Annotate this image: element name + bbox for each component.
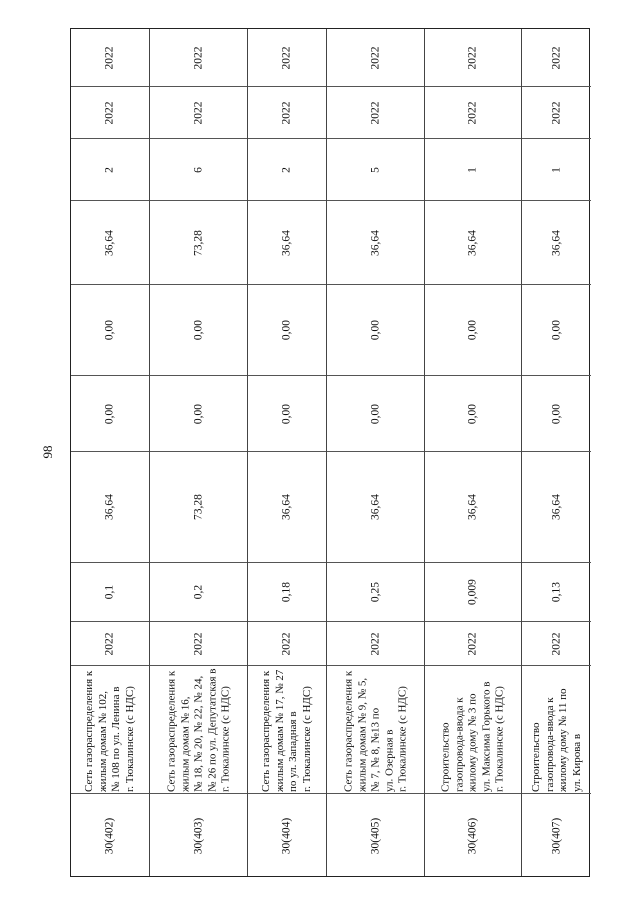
cell-text-y-start: 2022 — [466, 101, 479, 124]
cell-text-v4: 36,64 — [549, 229, 562, 256]
cell-name — [248, 666, 326, 794]
cell-text-v4: 36,64 — [466, 229, 479, 256]
cell-text-v1: 73,28 — [191, 494, 204, 520]
cell-text-v1: 36,64 — [466, 494, 479, 520]
cell-text-name: Сеть газораспределения к жилым домам № 17, № 27 по ул. Западная в г. Тюкалинске (с НДС) — [260, 669, 313, 792]
cell-y-start — [71, 87, 149, 139]
table-row — [522, 29, 591, 876]
cell-v2 — [248, 376, 326, 452]
cell-v2 — [425, 376, 521, 452]
cell-y-end — [327, 29, 424, 87]
cell-v3 — [248, 285, 326, 376]
cell-text-y-end: 2022 — [191, 46, 204, 69]
cell-text-code: 30(404) — [280, 817, 293, 855]
cell-year — [248, 622, 326, 666]
cell-year — [425, 622, 521, 666]
cell-text-count: 1 — [466, 166, 479, 173]
cell-v4 — [327, 201, 424, 285]
cell-code — [150, 794, 247, 878]
cell-name — [425, 666, 521, 794]
cell-y-start — [425, 87, 521, 139]
cell-text-v4: 36,64 — [280, 229, 293, 256]
page-number-text: 98 — [40, 445, 55, 459]
cell-v2 — [327, 376, 424, 452]
cell-text-year: 2022 — [280, 632, 293, 655]
cell-text-v1: 36,64 — [103, 494, 116, 520]
cell-text-v1: 36,64 — [368, 494, 381, 520]
cell-text-name: Строительство газопровода-ввода к жилому дому № 3 по ул. Максима Горького в г. Тюкалинске (с НДС) — [439, 681, 506, 792]
cell-text-count: 2 — [103, 166, 116, 173]
cell-count — [522, 139, 591, 201]
cell-text-y-end: 2022 — [368, 46, 381, 69]
data-table — [70, 28, 590, 877]
cell-v2 — [150, 376, 247, 452]
cell-text-v2: 0,00 — [549, 403, 562, 424]
cell-name — [150, 666, 247, 794]
cell-name — [522, 666, 591, 794]
cell-text-y-start: 2022 — [103, 101, 116, 124]
cell-y-end — [150, 29, 247, 87]
cell-y-start — [248, 87, 326, 139]
cell-text-count: 2 — [280, 166, 293, 173]
cell-text-v4: 36,64 — [368, 229, 381, 256]
cell-y-start — [150, 87, 247, 139]
cell-text-name: Сеть газораспределения к жилым домам № 102, № 108 по ул. Ленина в г. Тюкалинске (с НДС) — [83, 670, 136, 792]
cell-text-length: 0,25 — [368, 581, 381, 603]
cell-v3 — [327, 285, 424, 376]
cell-v1 — [425, 452, 521, 563]
cell-text-year: 2022 — [191, 632, 204, 655]
table-row — [425, 29, 522, 876]
cell-year — [150, 622, 247, 666]
cell-text-v3: 0,00 — [466, 319, 479, 341]
cell-y-start — [327, 87, 424, 139]
cell-code — [425, 794, 521, 878]
cell-v3 — [522, 285, 591, 376]
cell-name — [327, 666, 424, 794]
cell-text-v3: 0,00 — [549, 319, 562, 341]
cell-text-v4: 36,64 — [103, 229, 116, 256]
cell-year — [522, 622, 591, 666]
cell-text-code: 30(403) — [191, 817, 204, 855]
cell-text-year: 2022 — [103, 632, 116, 655]
cell-text-y-end: 2022 — [280, 46, 293, 69]
cell-text-code: 30(405) — [368, 817, 381, 855]
cell-v2 — [71, 376, 149, 452]
cell-v4 — [71, 201, 149, 285]
cell-v1 — [327, 452, 424, 563]
cell-text-length: 0,1 — [103, 584, 116, 600]
cell-text-v3: 0,00 — [103, 319, 116, 341]
cell-text-count: 5 — [368, 166, 381, 173]
cell-text-length: 0,18 — [280, 581, 293, 603]
table-row — [150, 29, 248, 876]
cell-text-year: 2022 — [466, 632, 479, 655]
cell-count — [248, 139, 326, 201]
cell-text-y-end: 2022 — [549, 46, 562, 69]
cell-v3 — [150, 285, 247, 376]
cell-text-year: 2022 — [368, 632, 381, 655]
cell-text-code: 30(407) — [549, 817, 562, 855]
cell-v1 — [71, 452, 149, 563]
cell-name — [71, 666, 149, 794]
cell-count — [150, 139, 247, 201]
cell-text-v3: 0,00 — [191, 319, 204, 341]
cell-year — [327, 622, 424, 666]
cell-v1 — [248, 452, 326, 563]
cell-v1 — [150, 452, 247, 563]
cell-length — [150, 563, 247, 622]
cell-y-end — [425, 29, 521, 87]
cell-v4 — [425, 201, 521, 285]
cell-v4 — [248, 201, 326, 285]
table-row — [71, 29, 150, 876]
cell-y-end — [71, 29, 149, 87]
cell-text-count: 1 — [549, 166, 562, 173]
cell-text-y-start: 2022 — [549, 101, 562, 124]
cell-text-v2: 0,00 — [280, 403, 293, 424]
cell-text-y-start: 2022 — [368, 101, 381, 124]
cell-text-v1: 36,64 — [549, 494, 562, 520]
table-row — [248, 29, 327, 876]
cell-text-count: 6 — [191, 166, 204, 173]
cell-text-name: Строительство газопровода-ввода к жилому дому № 11 по ул. Кирова в — [529, 687, 582, 792]
cell-code — [248, 794, 326, 878]
cell-count — [327, 139, 424, 201]
cell-v1 — [522, 452, 591, 563]
cell-text-y-end: 2022 — [103, 46, 116, 69]
cell-text-y-end: 2022 — [466, 46, 479, 69]
cell-text-code: 30(406) — [466, 817, 479, 855]
cell-count — [425, 139, 521, 201]
cell-text-length: 0,13 — [549, 581, 562, 603]
cell-text-v4: 73,28 — [191, 229, 204, 256]
cell-length — [71, 563, 149, 622]
cell-code — [327, 794, 424, 878]
cell-text-v2: 0,00 — [191, 403, 204, 424]
cell-code — [71, 794, 149, 878]
cell-text-v1: 36,64 — [280, 494, 293, 520]
cell-text-code: 30(402) — [103, 817, 116, 855]
cell-text-v2: 0,00 — [466, 403, 479, 424]
cell-text-length: 0,2 — [191, 584, 204, 600]
cell-y-end — [522, 29, 591, 87]
cell-v3 — [425, 285, 521, 376]
cell-y-start — [522, 87, 591, 139]
cell-text-name: Сеть газораспределения к жилым домам № 9, № 5, № 7, № 8, №13 по ул. Озерная в г. Тюкалинске (с НДС) — [341, 670, 408, 792]
cell-text-v3: 0,00 — [368, 319, 381, 341]
cell-v2 — [522, 376, 591, 452]
cell-length — [522, 563, 591, 622]
cell-text-year: 2022 — [549, 632, 562, 655]
cell-text-v3: 0,00 — [280, 319, 293, 341]
cell-length — [327, 563, 424, 622]
cell-text-length: 0,009 — [466, 579, 479, 605]
table-row — [327, 29, 425, 876]
cell-code — [522, 794, 591, 878]
cell-text-y-start: 2022 — [191, 101, 204, 124]
cell-year — [71, 622, 149, 666]
cell-length — [425, 563, 521, 622]
cell-length — [248, 563, 326, 622]
cell-text-v2: 0,00 — [368, 403, 381, 424]
cell-count — [71, 139, 149, 201]
cell-y-end — [248, 29, 326, 87]
cell-text-name: Сеть газораспределения к жилым домам № 16, № 18, № 20, № 22, № 24, № 26 по ул. Депутатская в г. Тюкалинске (с НДС) — [164, 668, 231, 792]
cell-v3 — [71, 285, 149, 376]
cell-v4 — [522, 201, 591, 285]
cell-text-y-start: 2022 — [280, 101, 293, 124]
cell-v4 — [150, 201, 247, 285]
cell-text-v2: 0,00 — [103, 403, 116, 424]
